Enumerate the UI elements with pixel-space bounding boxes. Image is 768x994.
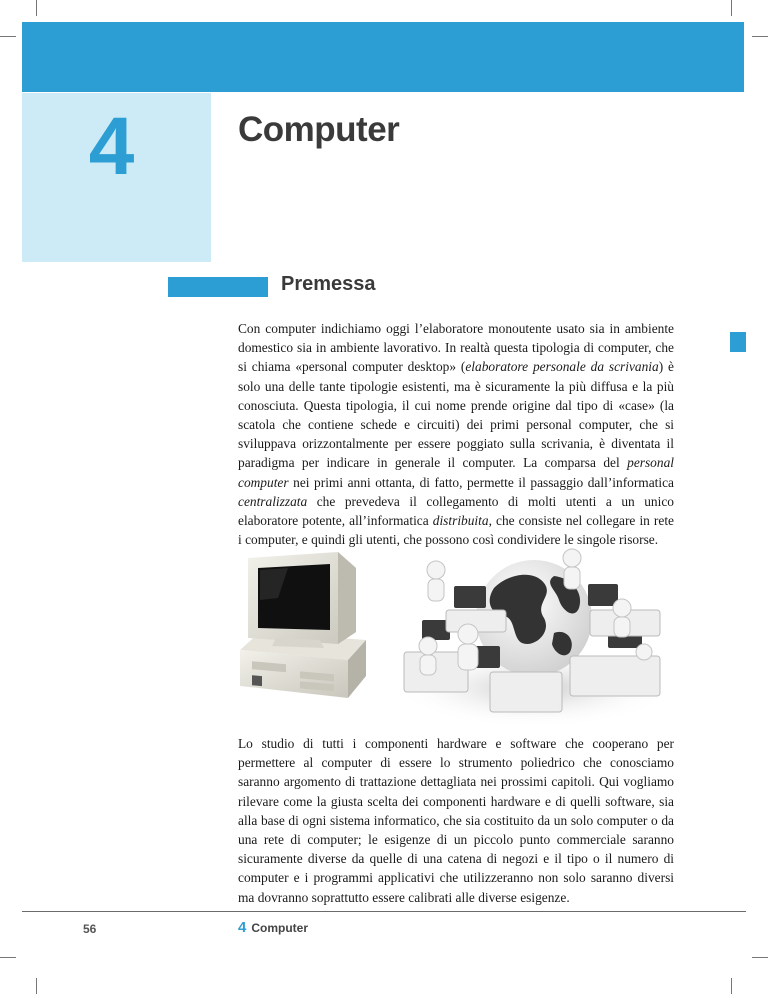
text-run: che prevedeva il collegamento di molti utenti a un unico elaboratore potente, all’informatica <box>238 493 674 529</box>
chapter-title: Computer <box>238 110 400 149</box>
text-run: , che consiste nel collegare in rete i computer, e quindi gli utenti, che possono così condividere le singole risorse. <box>238 513 674 548</box>
section-marker-bar <box>168 277 268 297</box>
footer-rule <box>22 911 746 912</box>
paragraph-body <box>238 734 674 907</box>
crop-mark <box>0 36 16 37</box>
emphasis-text: personal computer <box>238 455 674 490</box>
crop-mark <box>731 978 732 994</box>
text-run: nei primi anni ottanta, di fatto, permette il passaggio dall’informatica <box>288 474 674 490</box>
crop-mark <box>731 0 732 16</box>
emphasis-text: centralizzata <box>238 493 308 509</box>
paragraph-intro <box>238 319 674 549</box>
crop-mark <box>752 957 768 958</box>
side-tab-marker <box>730 332 746 352</box>
crop-mark <box>0 957 16 958</box>
crop-mark <box>36 978 37 994</box>
running-footer <box>238 919 308 937</box>
page-number: 56 <box>83 922 97 936</box>
crop-mark <box>752 36 768 37</box>
running-chapter-number: 4 <box>238 919 247 936</box>
chapter-number: 4 <box>88 101 133 192</box>
text-run: ) è solo una delle tante tipologie esistenti, ma è sicuramente la più diffusa e la più conosciuta. Questa tipologia, il cui nome prende origine dal tipo di «case» (la scatola che contiene schede e circuiti) dei primi personal computer, che si sviluppava orizzontalmente per essere poggiato sulla scrivania, è diventata il paradigma per indicare in generale il computer. La comparsa del <box>238 359 674 471</box>
text-run: Lo studio di tutti i componenti hardware e software che cooperano per permettere al computer di essere lo strumento poliedrico che conosciamo saranno argomento di trattazione dettagliata nei prossimi capitoli. Qui vogliamo rilevare come la giusta scelta dei componenti hardware e di quelli software, sia alla base di ogni sistema informatico, che sia costituito da un solo computer o da una rete di computer; le esigenze di un piccolo punto commerciale saranno sicuramente diverse da quelle di una catena di negozi e il tipo o il numero di computer e i programmi applicativi che utilizzeranno non solo saranno diversi ma dovranno soprattutto essere calibrati alle diverse esigenze. <box>238 736 674 905</box>
crop-mark <box>36 0 37 16</box>
header-band <box>22 22 744 92</box>
text-run: Con computer indichiamo oggi l’elaboratore monoutente usato sia in ambiente domestico sia in ambiente lavorativo. In realtà questa tipologia di computer, che si chiama «personal computer desktop» ( <box>238 321 674 375</box>
emphasis-text: distribuita <box>432 513 489 529</box>
section-title: Premessa <box>281 273 376 295</box>
running-chapter-title: Computer <box>251 921 309 935</box>
network-globe-image <box>394 548 676 724</box>
emphasis-text: elaboratore personale da scrivania <box>465 359 659 375</box>
desktop-computer-image <box>238 548 370 708</box>
